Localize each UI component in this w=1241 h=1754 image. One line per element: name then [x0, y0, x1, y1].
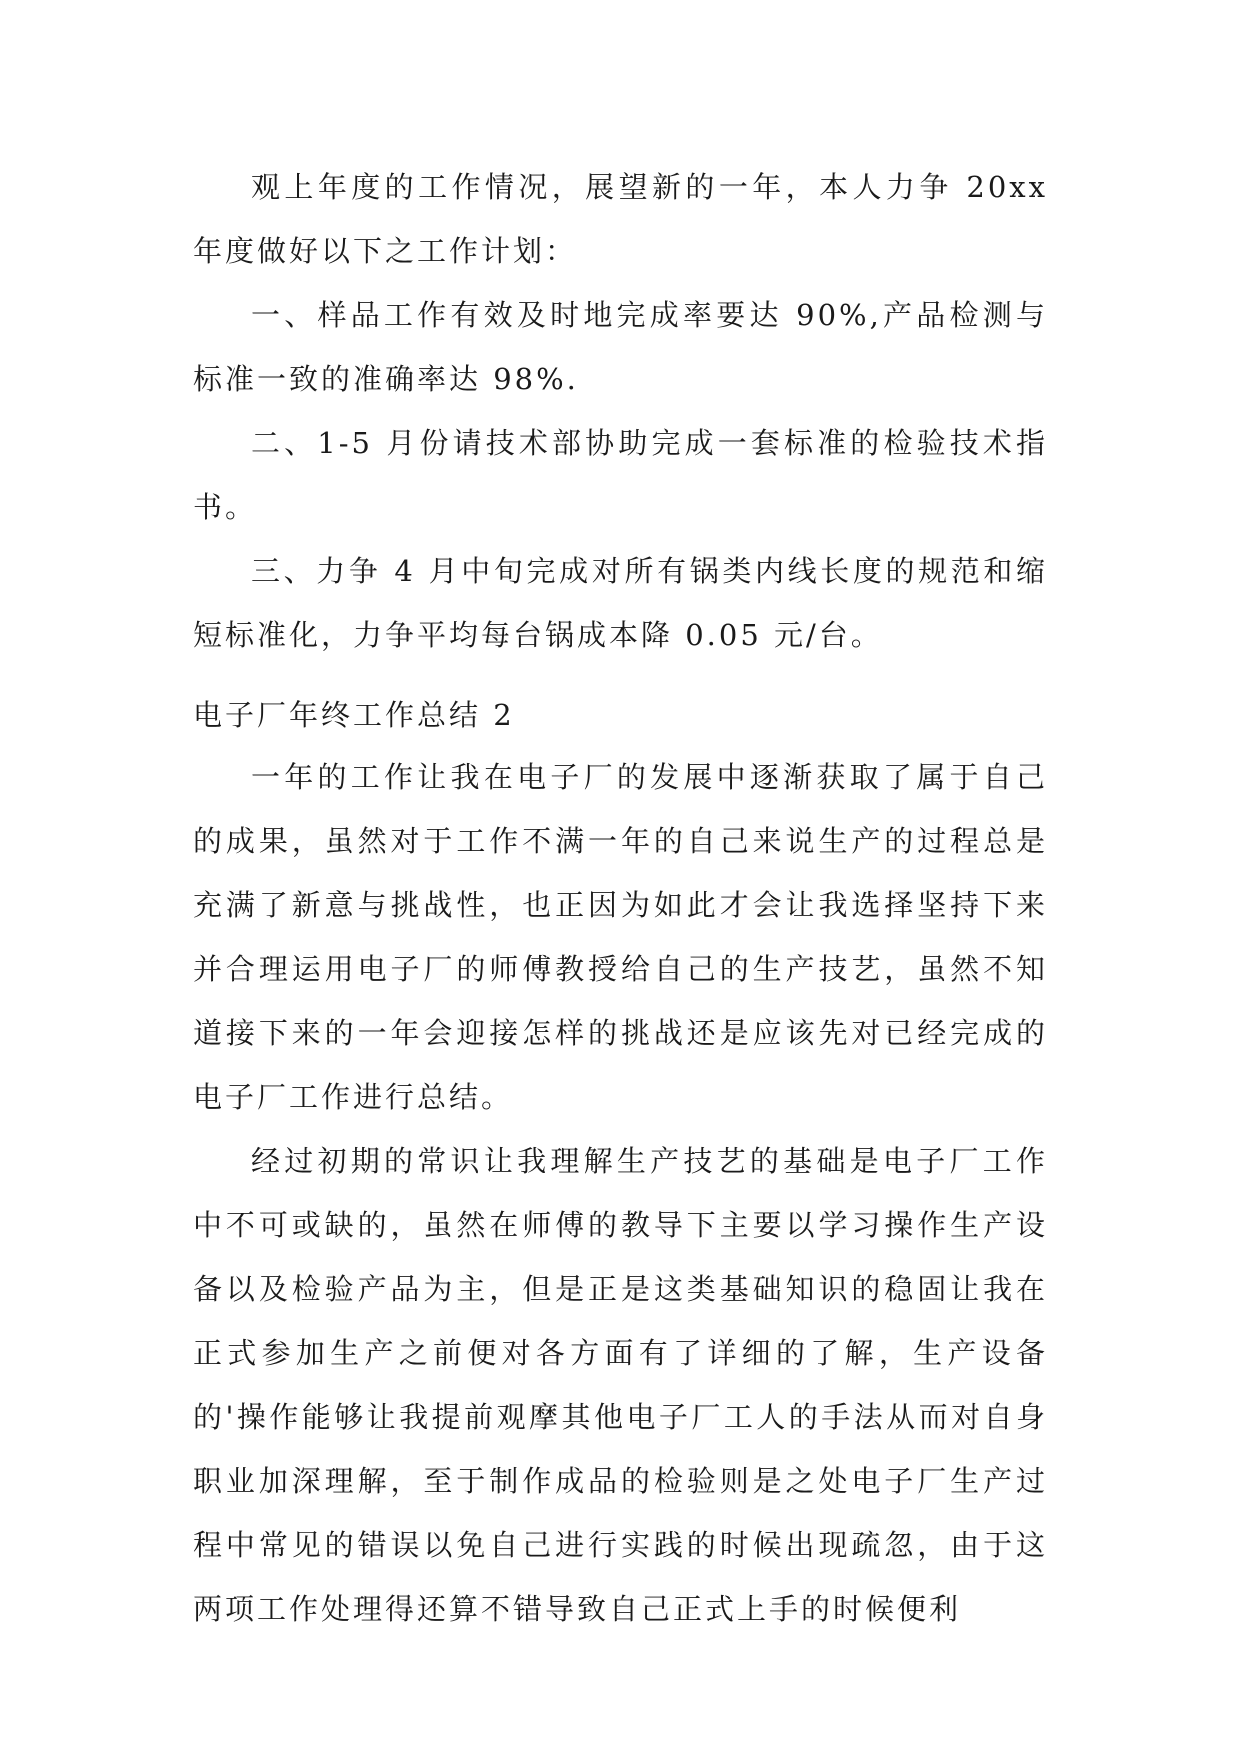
- paragraph: 一、样品工作有效及时地完成率要达 90%,产品检测与标准一致的准确率达 98%.: [193, 298, 1048, 396]
- summary-section: [193, 745, 1048, 1641]
- paragraph: 经过初期的常识让我理解生产技艺的基础是电子厂工作中不可或缺的，虽然在师傅的教导下主要以学习操作生产设备以及检验产品为主，但是正是这类基础知识的稳固让我在正式参加生产之前便对各方面有了详细的了解，生产设备的'操作能够让我提前观摩其他电子厂工人的手法从而对自身职业加深理解，至于制作成品的检验则是之处电子厂生产过程中常见的错误以免自己进行实践的时候出现疏忽，由于这两项工作处理得还算不错导致自己正式上手的时候便利: [193, 1144, 1048, 1626]
- section-heading: 电子厂年终工作总结 2: [193, 698, 515, 732]
- paragraph: 二、1-5 月份请技术部协助完成一套标准的检验技术指书。: [193, 426, 1048, 524]
- work-plan-section: [193, 155, 1048, 667]
- paragraph: 一年的工作让我在电子厂的发展中逐渐获取了属于自己的成果，虽然对于工作不满一年的自己来说生产的过程总是充满了新意与挑战性，也正因为如此才会让我选择坚持下来并合理运用电子厂的师傅教授给自己的生产技艺，虽然不知道接下来的一年会迎接怎样的挑战还是应该先对已经完成的电子厂工作进行总结。: [193, 760, 1048, 1114]
- paragraph: 观上年度的工作情况，展望新的一年，本人力争 20xx 年度做好以下之工作计划：: [193, 170, 1048, 268]
- paragraph: 三、力争 4 月中旬完成对所有锅类内线长度的规范和缩短标准化，力争平均每台锅成本降 0.05 元/台。: [193, 554, 1048, 652]
